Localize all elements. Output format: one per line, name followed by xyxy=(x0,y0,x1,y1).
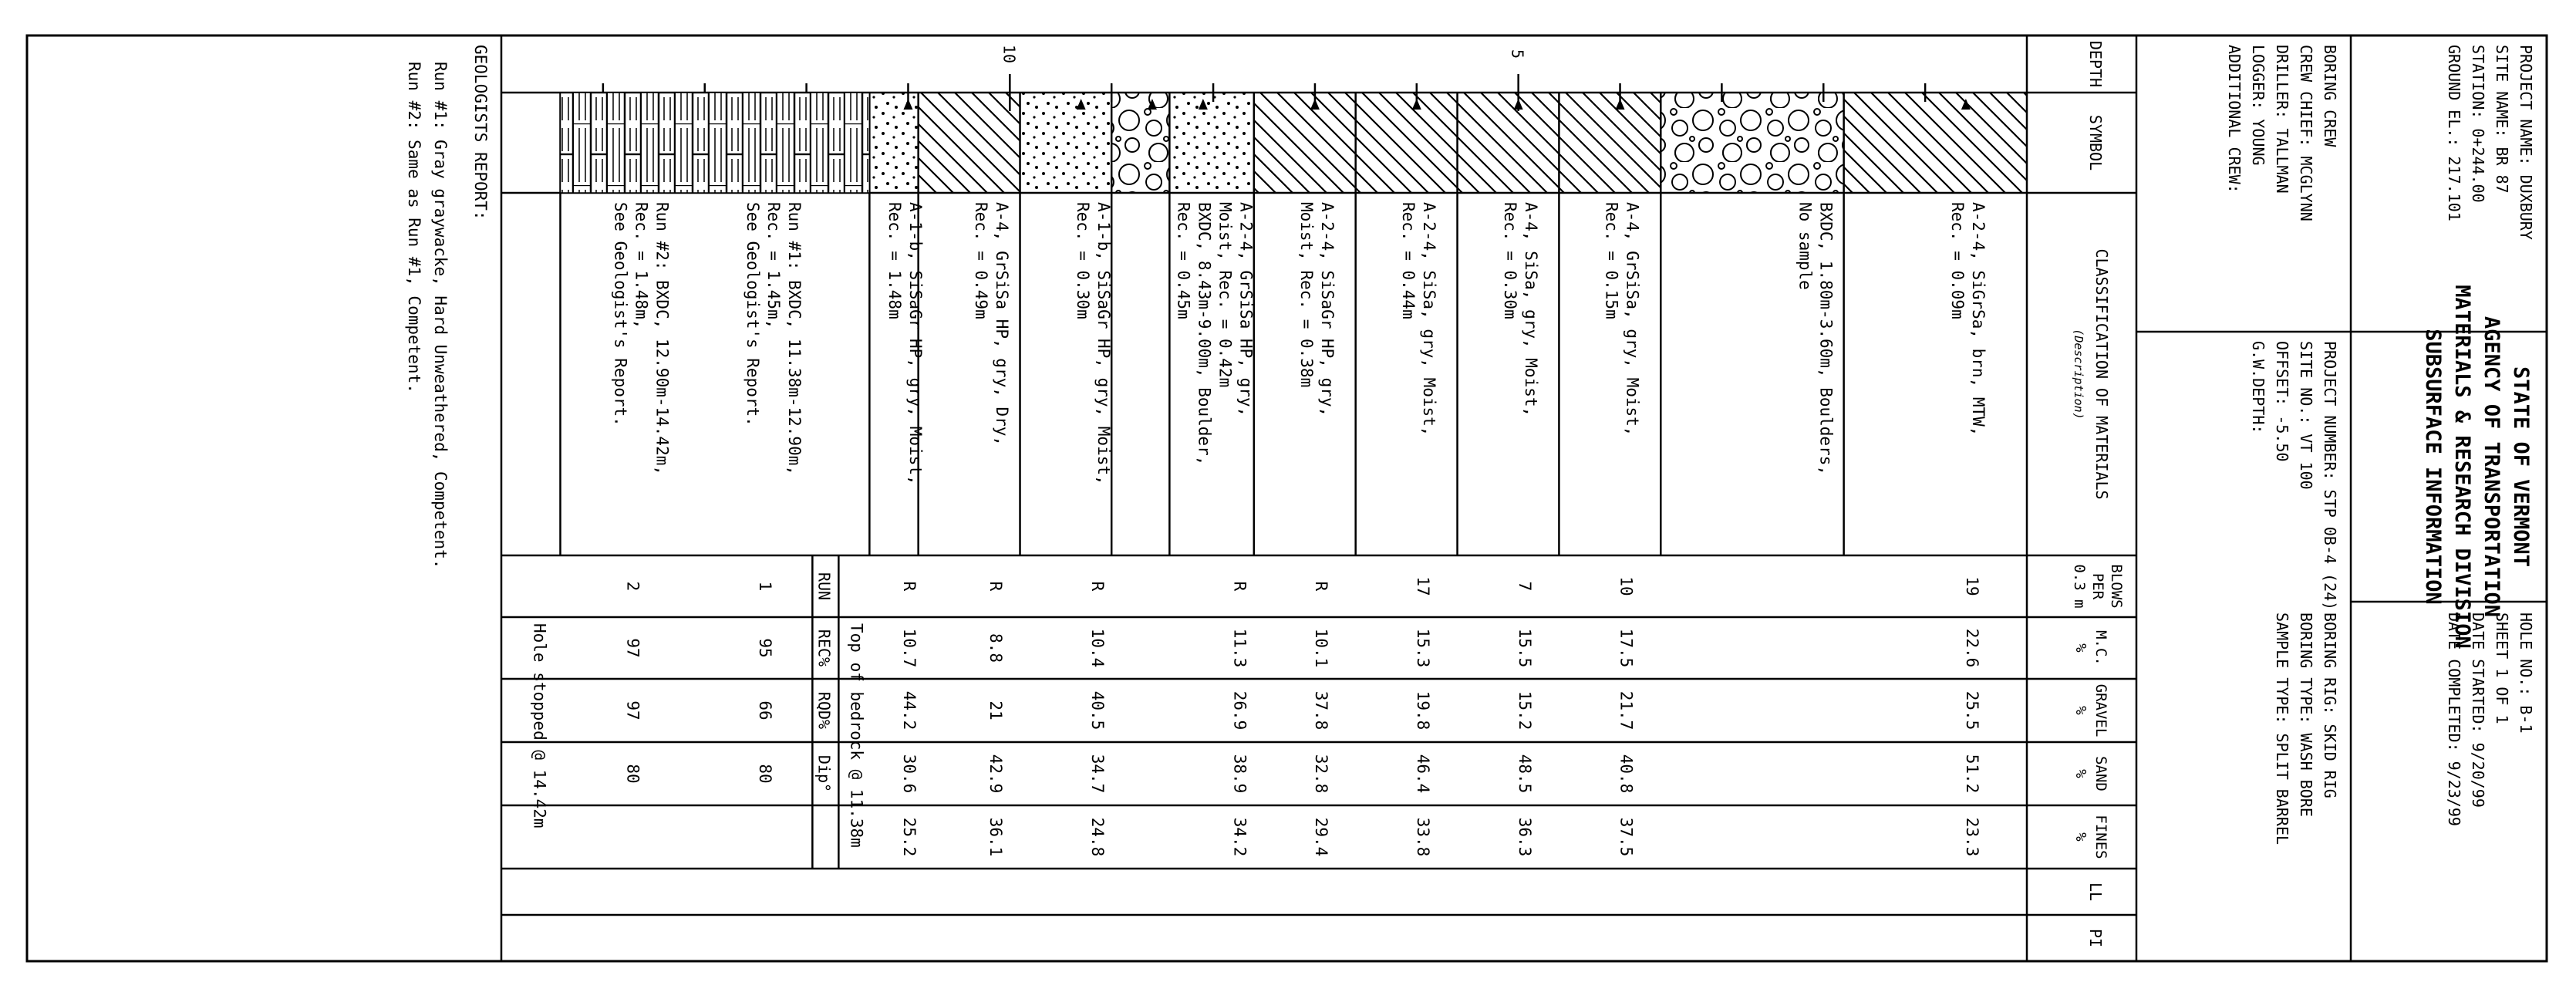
row-sand: 48.5 xyxy=(1515,754,1534,794)
run-rqd: 66 xyxy=(755,700,774,720)
run-number: 1 xyxy=(755,581,774,592)
row-description: Rec. = 0.45m xyxy=(1174,202,1193,319)
row-gravel: 21.7 xyxy=(1617,690,1636,731)
run-description: See Geologist's Report. xyxy=(743,202,762,427)
stratum-symbol xyxy=(1844,93,2027,193)
run-rec: 95 xyxy=(755,638,774,658)
col-classification: CLASSIFICATION OF MATERIALS xyxy=(2092,248,2111,500)
row-mc: 10.7 xyxy=(900,628,919,668)
row-description: Rec. = 0.30m xyxy=(1074,202,1093,319)
run-dip: 80 xyxy=(623,764,642,784)
row-description: Rec. = 0.30m xyxy=(1500,202,1519,319)
run-header-rec: REC% xyxy=(814,629,834,667)
geologist-report-line: Run #1: Gray graywacke, Hard Unweathered, Competent. xyxy=(431,62,450,569)
row-fines: 37.5 xyxy=(1617,817,1636,857)
header-left-line: SITE NAME: BR 87 xyxy=(2493,45,2511,194)
row-sand: 46.4 xyxy=(1413,754,1432,794)
run-header-run: RUN xyxy=(814,572,834,601)
header-right-line: SHEET 1 OF 1 xyxy=(2493,612,2511,724)
col-depth: DEPTH xyxy=(2086,40,2105,88)
run-rec: 97 xyxy=(623,638,642,658)
row-sand: 34.7 xyxy=(1088,754,1108,794)
crew-mid-line: SITE NO.: VT 100 xyxy=(2297,341,2315,490)
row-blows: R xyxy=(1088,581,1108,592)
col-fines: % xyxy=(2072,832,2089,842)
geologist-report-title: GEOLOGISTS REPORT: xyxy=(471,45,490,221)
col-gravel: GRAVEL xyxy=(2092,683,2109,737)
strata-symbols xyxy=(560,93,2027,193)
col-sand: SAND xyxy=(2092,756,2109,791)
header-right-line: HOLE NO.: B-1 xyxy=(2517,612,2535,734)
crew-left-line: BORING CREW xyxy=(2321,45,2339,147)
depth-tick: 10 xyxy=(1000,44,1019,64)
row-description: Rec. = 0.09m xyxy=(1948,202,1967,319)
run-rqd: 97 xyxy=(623,700,642,720)
header-left-line: GROUND EL.: 217.101 xyxy=(2445,45,2463,221)
row-blows: 17 xyxy=(1413,576,1432,596)
depth-tick: 5 xyxy=(1508,49,1527,59)
row-description: BXDC, 1.80m-3.60m, Boulders, xyxy=(1816,202,1836,476)
title-line-3: MATERIALS & RESEARCH DIVISION xyxy=(2450,285,2474,649)
col-blows: 0.3 m xyxy=(2071,564,2088,609)
row-fines: 25.2 xyxy=(900,817,919,857)
stratum-symbol xyxy=(1111,93,1169,193)
bedrock-note: Top of bedrock @ 11.38m xyxy=(847,623,866,848)
header-left-line: PROJECT NAME: DUXBURY xyxy=(2517,45,2535,240)
title-block xyxy=(2421,285,2533,648)
stratum-symbol xyxy=(1458,93,1559,193)
crew-left-line: LOGGER: YOUNG xyxy=(2249,45,2267,166)
row-blows: R xyxy=(986,581,1006,592)
title-line-2: AGENCY OF TRANSPORTATION xyxy=(2480,316,2504,618)
hole-stopped-note: Hole stopped @ 14.42m xyxy=(530,623,549,828)
run-description: See Geologist's Report. xyxy=(611,202,630,427)
row-fines: 36.1 xyxy=(986,817,1006,857)
row-description: A-4, SiSa, gry, Moist, xyxy=(1521,202,1540,417)
row-description: A-1-b, SiSaGr HP, gry, Moist, xyxy=(906,202,926,485)
header-right-line: DATE STARTED: 9/20/99 xyxy=(2469,612,2487,808)
crew-left-line: ADDITIONAL CREW: xyxy=(2225,45,2244,194)
col-mc: M.C. xyxy=(2092,630,2109,666)
row-mc: 17.5 xyxy=(1617,628,1636,668)
crew-right-line: SAMPLE TYPE: SPLIT BARREL xyxy=(2273,612,2291,845)
row-blows: 7 xyxy=(1515,581,1534,592)
row-sand: 30.6 xyxy=(900,754,919,794)
stratum-symbol xyxy=(1020,93,1112,193)
col-mc: % xyxy=(2072,643,2089,653)
crew-mid-line: G.W.DEPTH: xyxy=(2249,341,2267,434)
row-blows: 10 xyxy=(1617,576,1636,596)
row-mc: 15.5 xyxy=(1515,628,1534,668)
run-description: Run #2: BXDC, 12.90m-14.42m, xyxy=(652,202,672,476)
crew-right-line: BORING TYPE: WASH BORE xyxy=(2297,612,2315,817)
stratum-symbol xyxy=(919,93,1020,193)
row-fines: 33.8 xyxy=(1413,817,1432,857)
row-sand: 38.9 xyxy=(1230,754,1249,794)
row-gravel: 19.8 xyxy=(1413,690,1432,731)
row-sand: 32.8 xyxy=(1312,754,1331,794)
row-fines: 36.3 xyxy=(1515,817,1534,857)
row-mc: 15.3 xyxy=(1413,628,1432,668)
col-symbol: SYMBOL xyxy=(2086,114,2105,171)
run-header-dip: Dip° xyxy=(814,754,834,793)
run-description: Rec. = 1.48m, xyxy=(632,202,651,329)
row-gravel: 21 xyxy=(986,700,1006,720)
stratum-symbol xyxy=(1356,93,1458,193)
row-mc: 22.6 xyxy=(1963,628,1982,668)
row-mc: 8.8 xyxy=(986,633,1006,663)
row-mc: 10.1 xyxy=(1312,628,1331,668)
col-blows: PER xyxy=(2089,572,2106,600)
row-description: No sample xyxy=(1795,202,1815,290)
run-description: Rec. = 1.45m, xyxy=(764,202,783,329)
run-header-rqd: RQD% xyxy=(814,691,834,730)
geologist-report-line: Run #2: Same as Run #1, Competent. xyxy=(405,62,423,393)
col-ll: LL xyxy=(2086,882,2105,902)
col-fines: FINES xyxy=(2092,815,2109,859)
stratum-symbol xyxy=(1169,93,1253,193)
stratum-symbol xyxy=(1559,93,1661,193)
header-right-line: DATE COMPLETED: 9/23/99 xyxy=(2445,612,2463,826)
run-number: 2 xyxy=(623,581,642,592)
run-dip: 80 xyxy=(755,764,774,784)
col-sand: % xyxy=(2072,769,2089,778)
row-gravel: 37.8 xyxy=(1312,690,1331,731)
row-blows: R xyxy=(1230,581,1249,592)
row-gravel: 44.2 xyxy=(900,690,919,731)
row-sand: 40.8 xyxy=(1617,754,1636,794)
row-description: A-2-4, SiGrSa, brn, MTW, xyxy=(1969,202,1988,437)
row-blows: R xyxy=(900,581,919,592)
row-description: A-1-b, SiSaGr HP, gry, Moist, xyxy=(1094,202,1114,485)
row-description: A-4, GrSiSa, gry, Moist, xyxy=(1623,202,1642,437)
row-gravel: 15.2 xyxy=(1515,690,1534,731)
row-mc: 11.3 xyxy=(1230,628,1249,668)
col-gravel: % xyxy=(2072,706,2089,715)
row-gravel: 40.5 xyxy=(1088,690,1108,731)
row-description: A-2-4, SiSa, gry, Moist, xyxy=(1419,202,1438,437)
row-fines: 23.3 xyxy=(1963,817,1982,857)
row-description: A-2-4, SiSaGr HP, gry, xyxy=(1318,202,1337,417)
header-left-line: STATION: 0+244.00 xyxy=(2469,45,2487,203)
row-description: Moist, Rec. = 0.42m xyxy=(1216,202,1235,388)
row-blows: R xyxy=(1312,581,1331,592)
row-mc: 10.4 xyxy=(1088,628,1108,668)
row-description: Rec. = 0.49m xyxy=(972,202,991,319)
stratum-symbol xyxy=(560,93,869,193)
crew-mid-line: OFFSET: -5.50 xyxy=(2273,341,2291,462)
col-pi: PI xyxy=(2086,928,2105,948)
row-sand: 42.9 xyxy=(986,754,1006,794)
row-description: A-2-4, GrSiSa HP, gry, xyxy=(1236,202,1256,417)
row-blows: 19 xyxy=(1963,576,1982,596)
row-gravel: 26.9 xyxy=(1230,690,1249,731)
crew-left-line: CREW CHIEF: MCGLYNN xyxy=(2297,45,2315,221)
row-fines: 34.2 xyxy=(1230,817,1249,857)
crew-left-line: DRILLER: TALLMAN xyxy=(2273,45,2291,194)
run-description: Run #1: BXDC, 11.38m-12.90m, xyxy=(784,202,804,476)
row-description: A-4, GrSiSa HP, gry, Dry, xyxy=(993,202,1012,447)
row-description: Moist, Rec. = 0.38m xyxy=(1297,202,1317,388)
col-description: (Description) xyxy=(2072,329,2085,420)
row-gravel: 25.5 xyxy=(1963,690,1982,731)
crew-right-line: BORING RIG: SKID RIG xyxy=(2321,612,2339,798)
col-blows: BLOWS xyxy=(2108,564,2125,609)
row-description: Rec. = 0.44m xyxy=(1398,202,1418,319)
row-description: Rec. = 1.48m xyxy=(885,202,905,319)
stratum-symbol xyxy=(1254,93,1356,193)
row-sand: 51.2 xyxy=(1963,754,1982,794)
row-fines: 24.8 xyxy=(1088,817,1108,857)
title-line-4: SUBSURFACE INFORMATION xyxy=(2421,329,2445,605)
row-fines: 29.4 xyxy=(1312,817,1331,857)
stratum-symbol xyxy=(1661,93,1843,193)
title-line-1: STATE OF VERMONT xyxy=(2509,366,2533,568)
crew-mid-line: PROJECT NUMBER: STP 0B-4 (24) xyxy=(2321,341,2339,611)
row-description: BXDC, 8.43m-9.00m, Boulder, xyxy=(1195,202,1214,466)
row-description: Rec. = 0.15m xyxy=(1602,202,1621,319)
